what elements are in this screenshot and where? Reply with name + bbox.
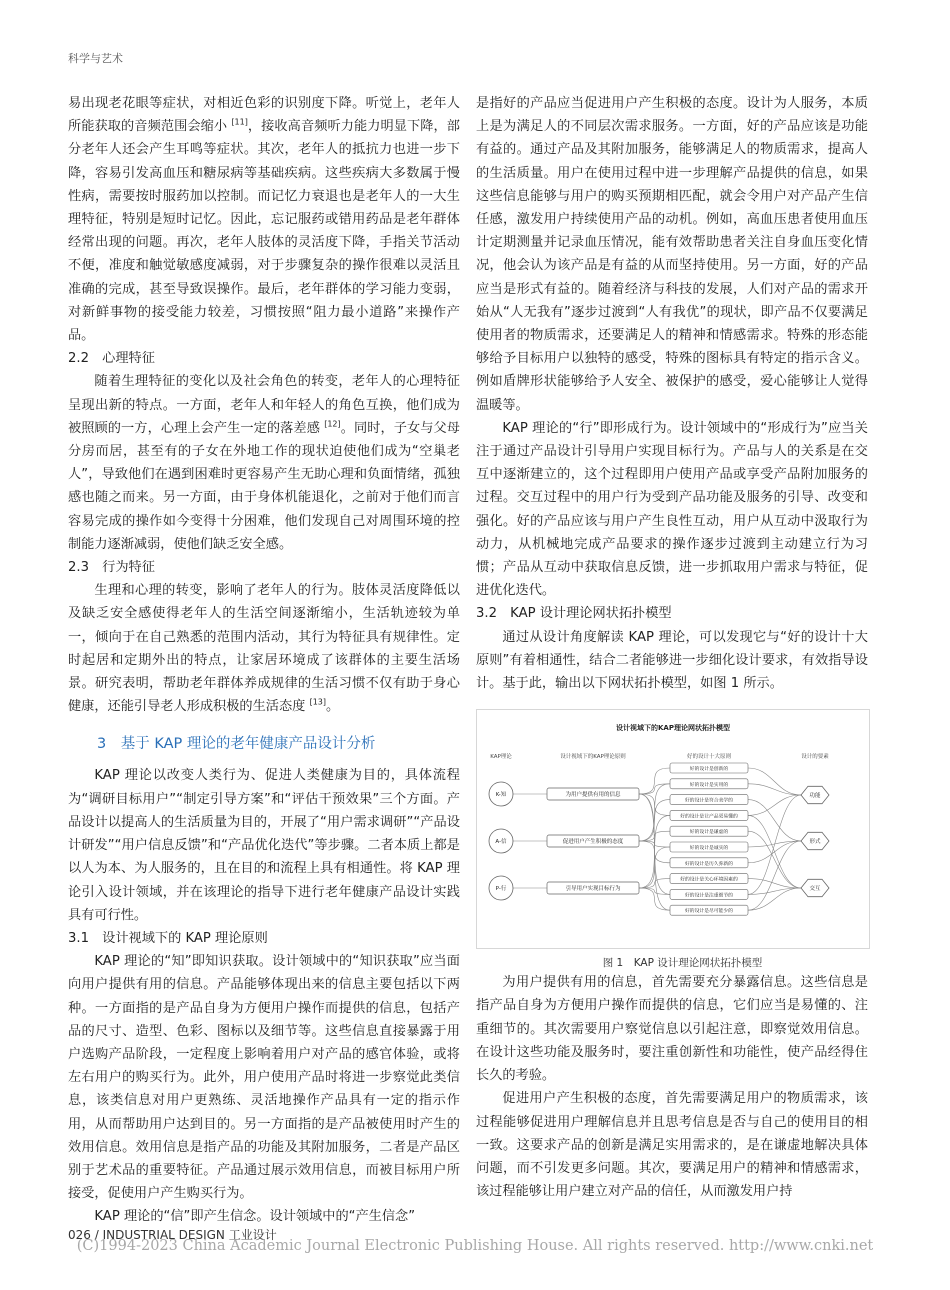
ten-principle-label: 好的设计是谦虚的 (689, 830, 729, 836)
column-header: 设计视域下的KAP理论原则 (560, 754, 626, 761)
ten-principle-label: 好的设计是历久弥新的 (685, 862, 733, 868)
ten-principle-label: 好的设计是创新的 (689, 767, 729, 773)
column-header: 设计的要素 (801, 754, 829, 761)
page-footer: 026 / INDUSTRIAL DESIGN 工业设计 (68, 1228, 277, 1242)
figure-title: 设计视域下的KAP理论网状拓扑模型 (616, 724, 730, 733)
ten-principle-label: 好的设计是符合美学的 (685, 798, 733, 804)
citation[interactable]: [12] (324, 419, 341, 429)
connector-line (639, 816, 670, 889)
paragraph: KAP 理论的“行”即形成行为。设计领域中的“形成行为”应当关注于通过产品设计引导用户实现目标行为。产品与人的关系是在交互中逐渐建立的，这个过程即用户使用产品或享受产品附加服务的过程。交互过程中的用户行为受到产品功能及服务的引导、改变和强化。好的产品应该与用户产生良性互动，用户从互动中汲取行为动力，从机械地完成产品要求的操作逐步过渡到主动建立行为习惯；产品从互动中获取信息反馈，进一步抓取用户需求与特征，促进优化迭代。 (476, 420, 868, 599)
journal-section-label: 科学与艺术 (68, 52, 123, 65)
connector-line (748, 784, 801, 795)
section-heading-3: 3 基于 KAP 理论的老年健康产品设计分析 (97, 736, 376, 753)
figure-caption: 图 1 KAP 设计理论网状拓扑模型 (602, 957, 763, 970)
connector-line (748, 800, 801, 841)
section-heading-3-2: 3.2 KAP 设计理论网状拓扑模型 (476, 606, 672, 622)
paragraph: 随着生理特征的变化以及社会角色的转变，老年人的心理特征呈现出新的特点。一方面，老年人和年轻人的角色互换，他们成为被照顾的一方，心理上会产生一定的落差感 [12]。同时，子女与父母分房而居，甚至有的子女在外地工作的现状迫使他们成为“空巢老人”，导致他们在遇到困难时更容易产生无助心理和负面情绪，孤独感也随之而来。另一方面，由于身体机能退化，之前对于他们而言容易完成的操作如今变得十分困难，他们发现自己对周围环境的控制能力逐渐减弱，使他们缺乏安全感。 (68, 374, 460, 552)
copyright-notice: (C)1994-2023 China Academic Journal Electronic Publishing House. All rights reserved. http://www.cnki.net (76, 1238, 874, 1254)
kap-node-label: A-信 (495, 839, 507, 846)
connector-line (748, 879, 801, 888)
section-heading-2-3: 2.3 行为特征 (68, 560, 155, 576)
section-heading-3-1: 3.1 设计视域下的 KAP 理论原则 (68, 930, 268, 946)
right-column (476, 92, 868, 1203)
paragraph: 为用户提供有用的信息，首先需要充分暴露信息。这些信息是指产品自身为方便用户操作而提供的信息，它们应当是易懂的、注重细节的。其次需要用户察觉信息以引起注意，即察觉效用信息。在设计这些功能及服务时，要注重创新性和功能性，使产品经得住长久的考验。 (476, 975, 868, 1084)
left-column (68, 92, 460, 1229)
paragraph: KAP 理论以改变人类行为、促进人类健康为目的，具体流程为“调研目标用户”“制定引导方案”和“评估干预效果”三个方面。产品设计以提高人的生活质量为目的，开展了“用户需求调研”“产品设计研发”“用户信息反馈”和“产品优化迭代”等步骤。二者本质上都是以人为本、为人服务的，且在目的和流程上具有相通性。将 KAP 理论引入设计领域，并在该理论的指导下进行老年健康产品设计实践具有可行性。 (68, 768, 460, 923)
connector-line (639, 879, 670, 888)
principle-label: 促进用户产生积极的态度 (562, 839, 624, 846)
paragraph: 通过从设计角度解读 KAP 理论，可以发现它与“好的设计十大原则”有着相通性，结合二者能够进一步细化设计要求，有效指导设计。基于此，输出以下网状拓扑模型，如图 1 所示。 (476, 629, 868, 692)
citation[interactable]: [13] (309, 697, 326, 707)
paragraph: 促进用户产生积极的态度，首先需要满足用户的物质需求，该过程能够促进用户理解信息并且思考信息是否与自己的使用目的相一致。这要求产品的创新是满足实用需求的，是在谦虚地解决具体问题，而不引发更多问题。其次，要满足用户的精神和情感需求，该过程能够让用户建立对产品的信任，从而激发用户持 (476, 1091, 868, 1200)
ten-principle-label: 好的设计是关心环境因素的 (680, 877, 738, 883)
connector-line (748, 795, 801, 894)
ten-principle-label: 好的设计是注重细节的 (685, 893, 733, 899)
principle-label: 引导用户实现目标行为 (565, 886, 621, 893)
ten-principle-label: 好的设计是让产品更易懂的 (680, 814, 738, 820)
ten-principle-label: 好的设计是实用的 (689, 783, 729, 789)
element-label: 形式 (809, 839, 821, 846)
column-header: KAP理论 (490, 754, 512, 761)
element-label: 功能 (809, 793, 821, 800)
ten-principle-label: 好的设计是诚实的 (689, 846, 729, 852)
principle-label: 为用户提供有用的信息 (565, 792, 621, 799)
kap-topology-figure (476, 709, 870, 949)
element-label: 交互 (809, 886, 821, 893)
section-heading-2-2: 2.2 心理特征 (68, 351, 155, 367)
paragraph: KAP 理论的“信”即产生信念。设计领域中的“产生信念” (94, 1209, 416, 1225)
paragraph: 是指好的产品应当促进用户产生积极的态度。设计为人服务，本质上是为满足人的不同层次需求服务。一方面，好的产品应该是功能有益的。通过产品及其附加服务，能够满足人的物质需求，提高人的生活质量。用户在使用过程中进一步理解产品提供的信息，如果这些信息能够与用户的购买预期相匹配，就会令用户对产品产生信任感，激发用户持续使用产品的动机。例如，高血压患者使用血压计定期测量并记录血压情况，能有效帮助患者关注自身血压变化情况，他会认为该产品是有益的从而坚持使用。另一方面，好的产品应当是形式有益的。随着经济与科技的发展，人们对产品的需求开始从“人无我有”逐步过渡到“人有我优”的现状，即产品不仅要满足使用者的物质需求，还要满足人的精神和情感需求。特殊的形态能够给予目标用户以独特的感受，特殊的图标具有特定的指示含义。例如盾牌形状能够给予人安全、被保护的感受，爱心能够让人觉得温暖等。 (476, 96, 868, 413)
connector-line (748, 795, 801, 815)
connector-line (639, 784, 670, 794)
paragraph: 易出现老花眼等症状，对相近色彩的识别度下降。听觉上，老年人所能获取的音频范围会缩小 [11]，接收高音频听力能力明显下降，部分老年人还会产生耳鸣等症状。其次，老年人的抵抗力也进一步下降，容易引发高血压和糖尿病等基础疾病。这些疾病大多数属于慢性病，需要按时服药加以控制。而记忆力衰退也是老年人的一大生理特征，特别是短时记忆。因此，忘记服药或错用药品是老年群体经常出现的问题。再次，老年人肢体的灵活度下降，手指关节活动不便，准度和触觉敏感度减弱，对于步骤复杂的操作很难以灵活且准确的完成，甚至导致误操作。最后，老年群体的学习能力变弱，对新鲜事物的接受能力较差，习惯按照“阻力最小道路”来操作产品。 (68, 96, 460, 344)
kap-node-label: P-行 (495, 886, 507, 893)
connector-line (748, 768, 801, 795)
paragraph: 生理和心理的转变，影响了老年人的行为。肢体灵活度降低以及缺乏安全感使得老年人的生活空间逐渐缩小，生活轨迹较为单一，倾向于在自己熟悉的范围内活动，其行为特征具有规律性。定时起居和定期外出的特点，让家居环境成了该群体的主要生活场景。研究表明，帮助老年群体养成规律的生活习惯不仅有助于身心健康，还能引导老人形成积极的生活态度 [13]。 (68, 583, 460, 715)
kap-topology-diagram (477, 710, 869, 948)
citation[interactable]: [11] (231, 117, 248, 127)
ten-principle-label: 好的设计是尽可能少的 (685, 909, 733, 915)
paragraph: KAP 理论的“知”即知识获取。设计领域中的“知识获取”应当面向用户提供有用的信息。产品能够体现出来的信息主要包括以下两种。一方面指的是产品自身为方便用户操作而提供的信息，包括产品的尺寸、造型、色彩、图标以及细节等。这些信息直接暴露于用户选购产品阶段，一定程度上影响着用户对产品的感官体验，或将左右用户的购买行为。此外，用户使用产品时将进一步察觉此类信息，该类信息对用户更熟练、灵活地操作产品具有一定的指示作用，从而帮助用户达到目的。另一方面指的是产品被使用时产生的效用信息。效用信息是指产品的功能及其附加服务，二者是产品区别于艺术品的重要特征。产品通过展示效用信息，而被目标用户所接受，促使用户产生购买行为。 (68, 954, 460, 1202)
column-header: 好的设计十大原则 (686, 754, 732, 761)
kap-node-label: K-知 (495, 792, 507, 799)
